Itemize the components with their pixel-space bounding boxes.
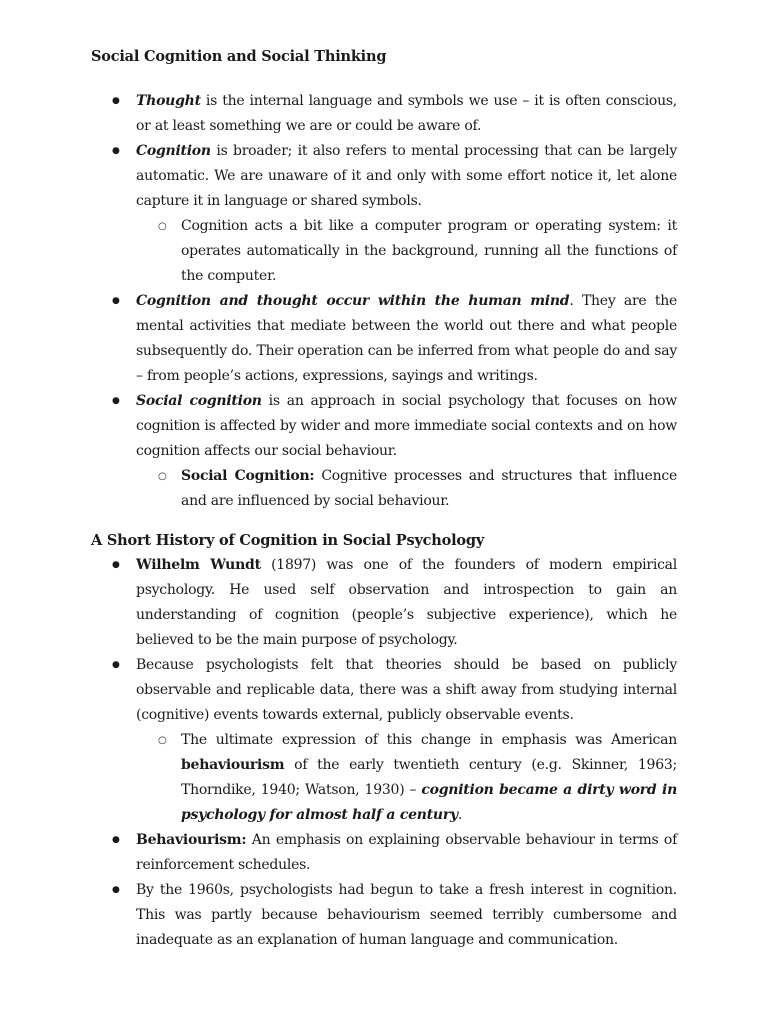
section-heading-history: A Short History of Cognition in Social Psychology bbox=[91, 532, 485, 549]
list-item-shift-away: ● Because psychologists felt that theories should be based on publicly observable and replicable data, there was a shift away from studying internal (cognitive) events towards external, publicly observable events. bbox=[91, 653, 677, 728]
sub-item-social-cognition-definition: ○ Social Cognition: Cognitive processes and structures that influence and are influenced by social behaviour. bbox=[91, 464, 677, 514]
term-social-cognition: Social cognition bbox=[136, 393, 262, 409]
list-item-thought: ● Thought is the internal language and symbols we use – it is often conscious, or at least something we are or could be aware of. bbox=[91, 89, 677, 139]
term-wilhelm-wundt: Wilhelm Wundt bbox=[136, 557, 261, 573]
definition-term-social-cognition: Social Cognition: bbox=[181, 468, 315, 484]
term-cognition-and-thought: Cognition and thought occur within the human mind bbox=[136, 293, 570, 309]
list-item-cognition: ● Cognition is broader; it also refers to mental processing that can be largely automatic. We are unaware of it and only with some effort notice it, let alone capture it in language or shared symbols. bbox=[91, 139, 677, 214]
list-item-1960s: ● By the 1960s, psychologists had begun to take a fresh interest in cognition. This was partly because behaviourism seemed terribly cumbersome and inadequate as an explanation of human language and communication. bbox=[91, 878, 677, 953]
term-cognition: Cognition bbox=[136, 143, 211, 159]
section1-list bbox=[91, 89, 677, 514]
sub-item-behaviourism-expression: ○ The ultimate expression of this change in emphasis was American behaviourism of the early twentieth century (e.g. Skinner, 1963; Thorndike, 1940; Watson, 1930) – cognition became a dirty word in psychology for almost half a century. bbox=[91, 728, 677, 828]
list-item-wundt: ● Wilhelm Wundt (1897) was one of the founders of modern empirical psychology. He used self observation and introspection to gain an understanding of cognition (people’s subjective experience), which he believed to be the main purpose of psychology. bbox=[91, 553, 677, 653]
term-behaviourism: behaviourism bbox=[181, 757, 285, 773]
list-item-human-mind: ● Cognition and thought occur within the human mind. They are the mental activities that mediate between the world out there and what people subsequently do. Their operation can be inferred from what people do and say – from people’s actions, expressions, sayings and writings. bbox=[91, 289, 677, 389]
definition-term-behaviourism: Behaviourism: bbox=[136, 832, 247, 848]
document-page bbox=[91, 44, 677, 953]
emphasis-dirty-word: cognition became a dirty word in psychology for almost half a century bbox=[181, 782, 677, 823]
list-item-behaviourism-definition: ● Behaviourism: An emphasis on explaining observable behaviour in terms of reinforcement schedules. bbox=[91, 828, 677, 878]
section-heading-social-cognition: Social Cognition and Social Thinking bbox=[91, 48, 387, 65]
term-thought: Thought bbox=[136, 93, 201, 109]
list-item-social-cognition: ● Social cognition is an approach in social psychology that focuses on how cognition is affected by wider and more immediate social contexts and on how cognition affects our social behaviour. bbox=[91, 389, 677, 464]
section2-list bbox=[91, 553, 677, 953]
sub-item-computer-analogy: ○ Cognition acts a bit like a computer program or operating system: it operates automatically in the background, running all the functions of the computer. bbox=[91, 214, 677, 289]
